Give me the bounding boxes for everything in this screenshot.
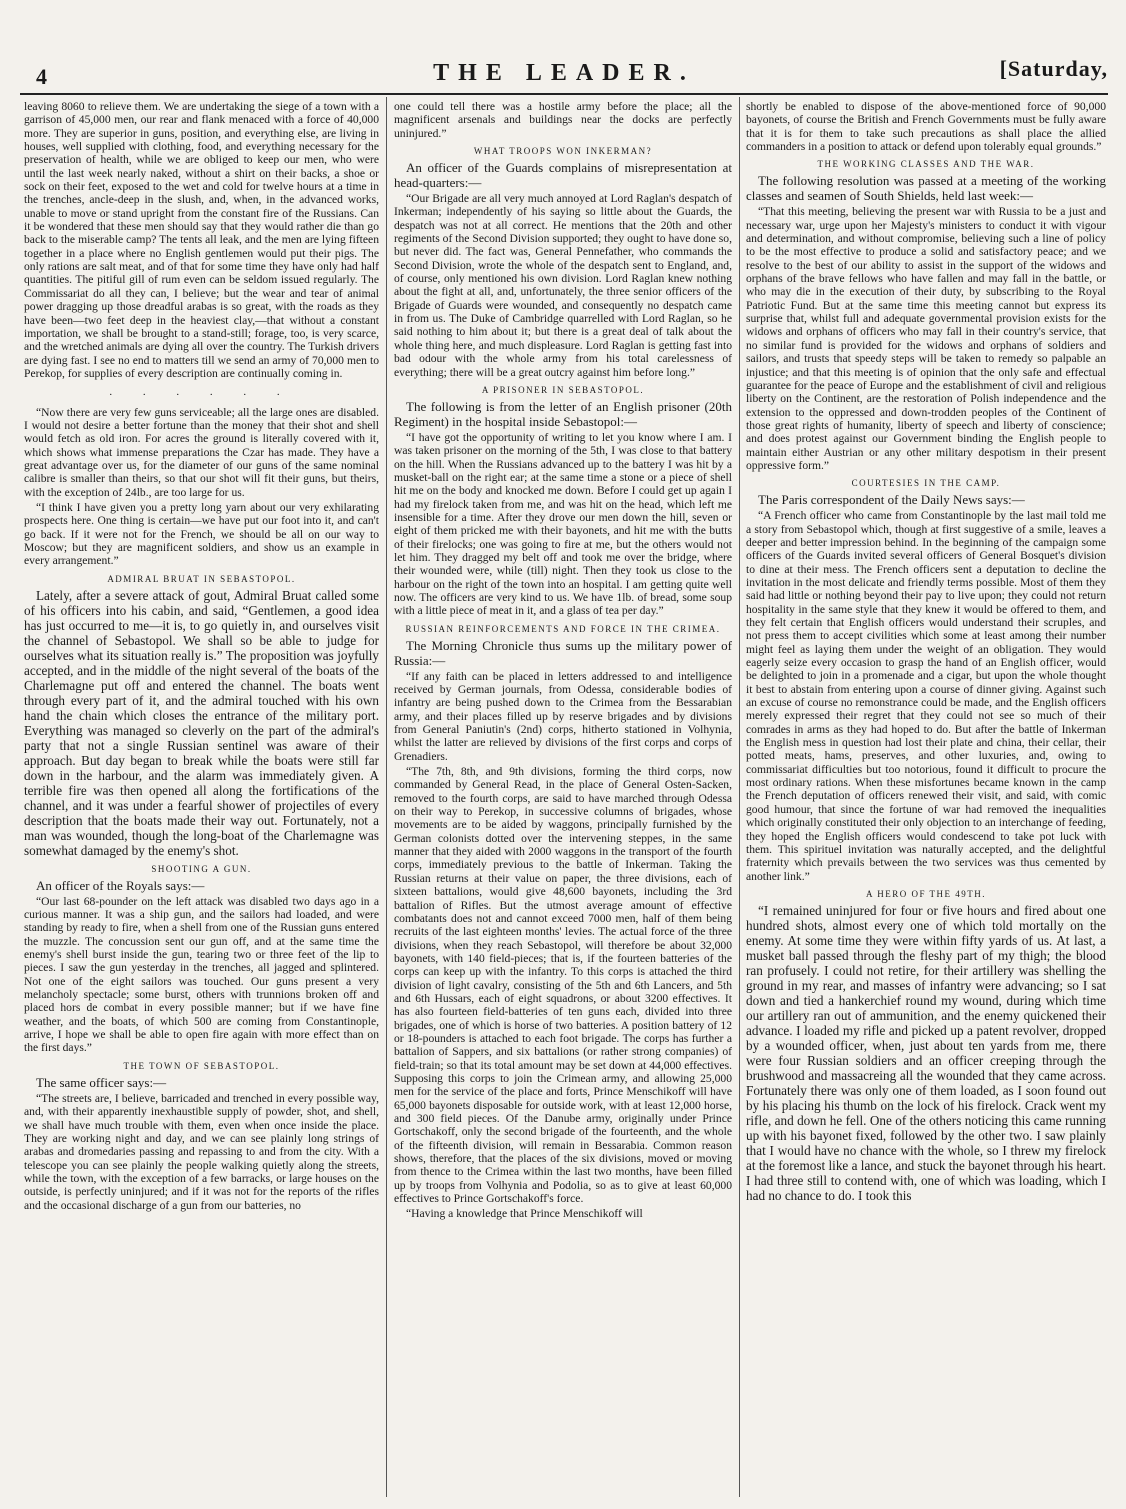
dateline: [Saturday, [999, 56, 1108, 81]
article-paragraph: “I think I have given you a pretty long yarn about our very exhilarating prospects here. One thing is certain—we have put our foot into it, and can't go back. If it were not for the French, we should be all on our way to Moscow; but they are magnificent soldiers, and show us an example in every arrangement.” [24, 500, 379, 568]
article-intro: The following resolution was passed at a meeting of the working classes and seamen of South Shields, held last week:— [746, 173, 1106, 204]
article-intro: The Morning Chronicle thus sums up the military power of Russia:— [394, 637, 732, 668]
article-paragraph: “If any faith can be placed in letters addressed to and intelligence received by German journals, from Odessa, considerable bodies of infantry are being pushed down to the Crimea from the Bessarabian army, and their places filled up by reserve brigades and by divisions from General Paniutin's (2nd) corps, hitherto stationed in Volhynia, whilst the latter are relieved by divisions of the first corps and corps of Grenadiers. [394, 669, 732, 763]
section-heading-gun: SHOOTING A GUN. [151, 863, 252, 874]
section-heading-prisoner: A PRISONER IN SEBASTOPOL. [481, 384, 645, 395]
article-intro: The same officer says:— [36, 1074, 167, 1090]
article-intro: An officer of the Guards complains of misrepresentation at head-quarters:— [394, 160, 732, 191]
column-divider-2 [739, 97, 740, 1497]
section-heading-bruat: ADMIRAL BRUAT IN SEBASTOPOL. [107, 573, 296, 584]
article-paragraph: “Now there are very few guns serviceable; all the large ones are disabled. I would not desire a better fortune than the money that their shot and shell would fetch as old iron. For acres the ground is literally covered with it, which shows what immense preparations the Czar has made. They have a great advantage over us, for the diameter of our guns of the same nominal calibre is smaller than theirs, so that our shot will fit their guns, but theirs, with the exception of 24lb., are too large for us. [24, 405, 379, 499]
article-paragraph: “Our last 68-pounder on the left attack was disabled two days ago in a curious manner. It was a ship gun, and the sailors had loaded, and were standing by ready to fire, when a shell from one of the Russian guns entered the muzzle. The concussion sent our gun off, and at the same time the enemy's shell burst inside the gun, tearing two or three feet of the lip to pieces. I saw the gun yesterday in the trenches, all jagged and splintered. Not one of the eight sailors was touched. Our guns present a very melancholy spectacle; some burst, others with trunnions broken off and placed hors de combat in every possible manner; but if we have fine weather, and the boats, of which 500 are coming from Constantinople, arrive, I hope we shall be able to open fire again with more effect than on the first days.” [24, 894, 379, 1055]
article-paragraph: “The 7th, 8th, and 9th divisions, forming the third corps, now commanded by General Read, in the place of General Osten-Sacken, removed to the fourth corps, are said to have marched through Odessa on their way to Perekop, in successive columns of brigades, whose movements are to be aided by waggons, principally furnished by the German colonists dotted over the intervening steppes, in the same manner that they aided with 2000 waggons in the transport of the fourth corps, immediately previous to the battle of Inkerman. Taking the Russian returns at their value on paper, the three divisions, each of sixteen battalions, would give 48,600 bayonets, including the 3rd battalion of Rifles. But the utmost average amount of effective combatants does not and cannot exceed 7000 men, half of them being recruits of the last eighteen months' levies. The actual force of the three divisions, when they reach Sebastopol, will therefore be about 32,000 bayonets, with 140 field-pieces; that is, if the fourteen batteries of the corps can keep up with the infantry. To this corps is attached the third division of light cavalry, consisting of the 5th and 6th Lancers, and 5th and 6th Hussars, each of eight squadrons, or about 3200 effectives. It has also fourteen field-batteries of ten guns each, divided into three brigades, one of which is horse of two batteries. A position battery of 12 or 18-pounders is attached to each foot brigade. The corps has further a battalion of Sappers, and six battalions (or rather strong companies) of field-train; so that its total amount may be set down at 44,000 effectives. Supposing this corps to join the Crimean army, and allowing 25,000 men for the service of the place and forts, Prince Menschikoff will have 65,000 bayonets disposable for outside work, with at least 12,000 horse, and 300 field pieces. Of the Danube army, originally under Prince Gortschakoff, only the second brigade of the fourteenth, and the whole of the fifteenth division, will remain in Bessarabia. Common reason shows, therefore, that the places of the six divisions, moved or moving from thence to the Crimea within the last two months, have been filled up by troops from Volhynia and Podolia, so as to give at least 60,000 effectives to Prince Gortschakoff's force. [394, 765, 732, 1206]
header-rule [20, 93, 1108, 95]
article-paragraph: “The streets are, I believe, barricaded and trenched in every possible way, and, with their apparently inexhaustible supply of powder, shot, and shell, we shall have much trouble with them, even when once inside the place. They are working night and day, and we can see plainly long strings of arabas and dromedaries passing and repassing to and from the city. With a telescope you can see plainly the people walking quietly along the streets, while the town, with the exception of a few barracks, or large houses on the outside, is perfectly uninjured; and if it was not for the reports of the rifles and the occasional discharge of a gun from our batteries, no [24, 1091, 379, 1212]
masthead-title: THE LEADER. [433, 60, 695, 86]
article-paragraph: Lately, after a severe attack of gout, Admiral Bruat called some of his officers into his cabin, and said, “Gentlemen, a good idea has just occurred to me—it is, to go quietly in, and ourselves visit the channel of Sebastopol. We shall so be able to judge for ourselves what its situation really is.” The proposition was joyfully accepted, and in the middle of the night several of the boats of the Charlemagne put off and entered the channel. The boats went through every part of it, and the admiral touched with his own hand the chain which closes the entrance of the military port. Everything was managed so cleverly on the part of the admiral's party that not a single Russian sentinel was aware of their approach. But day began to break while the boats were still far down in the harbour, and the alarm was immediately given. A terrible fire was then opened all along the fortifications of the channel, and it was under a fearful shower of projectiles of every description that the boats made their way out. Fortunately, not a man was wounded, though the long-boat of the Charlemagne was somewhat damaged by the enemy's shot. [24, 587, 379, 858]
section-heading-hero: A HERO OF THE 49TH. [865, 888, 987, 899]
section-heading-reinforcements: RUSSIAN REINFORCEMENTS AND FORCE IN THE CRIMEA. [405, 623, 721, 634]
page-header [20, 56, 1108, 90]
article-paragraph: “A French officer who came from Constantinople by the last mail told me a story from Sebastopol which, though at first suggestive of a smile, leaves a deeper and better impression behind. In the beginning of the campaign some officers of the Guards invited several officers of General Bosquet's division to dine at their mess. The French officers sent a deputation to decline the invitation in the most delicate and friendly terms possible. Most of them they said had little or nothing beyond their pay to live upon; they could not return hospitality in the same style that they knew it would be offered to them, and they felt certain that English officers would understand their scruples, and not press them to accept civilities which some at least among their number might feel as laying them under the weight of an obligation. They would eagerly seize every occasion to grasp the hand of an English officer, would be delighted to join in a promenade and a cigar, but upon the whole thought it best to abstain from entering upon a course of dinner giving. Against such an excuse of course no remonstrance could be made, and the English officers merely expressed their regret that they could not see so much of their comrades in arms as they had hoped to do. But after the battle of Inkerman the English mess in question had lost their plate and china, their cellar, their potted meats, hams, preserves, and other luxuries, and, owing to commissariat difficulties but too notorious, found it difficult to procure the most ordinary rations. When these misfortunes became known in the camp the French deputation of officers renewed their visit, and said, with comic good humour, that since the fortune of war had removed the inequalities which originally constituted their only objection to an interchange of feeding, they hoped the English officers would condescend to take pot luck with them. This spirituel invitation was naturally accepted, and the delightful fraternity which prevails between the two services was thus cemented by another link.” [746, 509, 1106, 883]
article-paragraph: one could tell there was a hostile army before the place; all the magnificent arsenals and buildings near the docks are perfectly uninjured.” [394, 100, 732, 140]
column-2 [394, 100, 732, 1495]
article-intro: An officer of the Royals says:— [36, 877, 205, 893]
article-paragraph: “I have got the opportunity of writing to let you know where I am. I was taken prisoner on the morning of the 5th, I was close to that battery on the hill. When the Russians advanced up to the battery I was hit by a musket-ball on the right ear; at the same time a stone or a piece of shell hit me on the body and knocked me down. Before I could get up again I had my firelock taken from me, and was hit on the head, which left me insensible for a time. After they drove our men down the hill, seven or eight of them pricked me with their bayonets, and hit me with the butts of their firelocks; one was going to fire at me, but the others would not let him. They dragged my belt off and took me over the bridge, where their wounded were, while (till) night. Then they took us close to the harbour on the right of the town into an hospital. I am getting quite well now. The officers are very kind to us. We have 1lb. of bread, some soup with a little piece of meat in it, and a glass of tea per day.” [394, 430, 732, 618]
column-divider-1 [386, 97, 387, 1497]
article-intro: The following is from the letter of an English prisoner (20th Regiment) in the hospital inside Sebastopol:— [394, 398, 732, 429]
section-heading-working-classes: THE WORKING CLASSES AND THE WAR. [817, 159, 1035, 170]
column-1 [24, 100, 379, 1495]
page-number: 4 [36, 64, 47, 89]
article-paragraph: “I remained uninjured for four or five hours and fired about one hundred shots, almost every one of which told mortally on the enemy. At some time they were within fifty yards of us. At last, a musket ball passed through the fleshy part of my thigh; the blood ran profusely. I could not retire, for their artillery was shelling the ground in my rear, and masses of infantry were advancing; so I sat down and tied a hankerchief round my wound, during which time our artillery ran out of ammunition, and the enemy quickened their advance. I loaded my rifle and picked up a patent revolver, dropped by a wounded officer, when, just about ten yards from me, there were four Russian soldiers and an officer creeping through the brushwood and massacreing all the wounded that they came across. Fortunately there was only one of them loaded, as I soon found out by his placing his thumb on the lock of his firelock. Crack went my rifle, and down he fell. One of the others noticing this came running up with his bayonet fixed, followed by the other two. I saw plainly that I would have no chance with the whole, so I threw my firelock at the foremost like a lance, and stuck the bayonet through his heart. I had three still to contend with, one of which was loading, which I had no chance to do. I took this [746, 902, 1106, 1203]
article-paragraph: “Our Brigade are all very much annoyed at Lord Raglan's despatch of Inkerman; independently of his saying so little about the Guards, the despatch was not at all correct. He mentions that the 20th and other regiments of the Second Division supported; they ought to have done so, but never did. The fact was, General Pennefather, who commands the Second Division, wrote the whole of the despatch sent to England, and, of course, only mentioned his own division. Lord Raglan knew nothing about the fight at all, and, unfortunately, the three senior officers of the Brigade of Guards were wounded, and consequently no despatch came in from us. The Duke of Cambridge quarrelled with Lord Raglan, so he said nothing to him about it; but there is a great deal of talk about the whole thing here, and much displeasure. Lord Raglan is getting fast into bad odour with the whole army from his total carelessness of everything; there will be a great outcry against him before long.” [394, 192, 732, 379]
article-paragraph: leaving 8060 to relieve them. We are undertaking the siege of a town with a garrison of 45,000 men, our rear and flank menaced with a force of 40,000 more. They are superior in guns, position, and everything else, are living in houses, well supplied with clothing, food, and everything necessary for the preservation of health, while we are obliged to keep our men, who were until the last week nearly naked, without a shirt on their backs, a shoe or sock on their feet, exposed to the wet and cold for twelve hours at a time in the trenches, ancle-deep in the slush, and, when, in the advanced works, unable to move or stand upright from the constant fire of the Russians. Can it be wondered that these men should say that they would rather die than go back to the miserable camp? The tents all leak, and the men are lying fifteen together in a place where no English gentlemen would put their pigs. The only rations are salt meat, and of that for some time they have only had half quantities. The pitiful gill of rum even can be seldom issued regularly. The Commissariat do all they can, I believe; but the wear and tear of animal power dragging up those dreadful arabas is so great, with the roads as they have been—two feet deep in the heaviest clay,—that without a constant importation, we shall be brought to a stand-still; forage, too, is very scarce, and the wretched animals are dying all over the country. The Turkish drivers are dying fast. I see no end to matters till we send an army of 70,000 men to Perekop, for supplies of every description are continually coming in. [24, 100, 379, 380]
article-intro: The Paris correspondent of the Daily News says:— [758, 492, 1025, 508]
section-heading-town: THE TOWN OF SEBASTOPOL. [123, 1060, 280, 1071]
article-paragraph: “That this meeting, believing the present war with Russia to be a just and necessary war, urge upon her Majesty's ministers to conduct it with vigour and determination, and without compromise, believing such a line of policy to be the most effective to produce a solid and satisfactory peace; and we resolve to the best of our ability to assist in the support of the widows and orphans of the brave fellows who have fallen and may fall in the battle, or who may die in the execution of their duty, by subscribing to the Royal Patriotic Fund. But at the same time this meeting cannot but express its surprise that, whilst full and adequate governmental provision exists for the widows and orphans of officers who may fall in their country's service, that no similar fund is provided for the widows and orphans of soldiers and sailors, and trusts that speedy steps will be taken to remedy so palpable an injustice; and that this meeting is of opinion that the only safe and effectual guarantee for the peace of Europe and the establishment of civil and religious liberty on the Continent, are the restoration of Polish independence and the extension to the oppressed and down-trodden peoples of the Continent of those great rights of humanity, liberty of speech and liberty of conscience; and does protest against our Government binding the English people to maintain either Austrian or any other military despotism in their present oppressive form.” [746, 205, 1106, 472]
section-heading-courtesies: COURTESIES IN THE CAMP. [851, 478, 1001, 489]
article-paragraph: “Having a knowledge that Prince Menschikoff will [406, 1207, 643, 1221]
section-heading-troops: WHAT TROOPS WON INKERMAN? [473, 146, 653, 157]
article-paragraph: shortly be enabled to dispose of the above-mentioned force of 90,000 bayonets, of course the British and French Governments must be fully aware that it is for them to take such precautions as shall place the allied commanders in a position to attack or defend upon tolerably equal grounds.” [746, 100, 1106, 154]
section-ellipsis: . . . . . . [109, 386, 294, 399]
column-3 [746, 100, 1106, 1495]
